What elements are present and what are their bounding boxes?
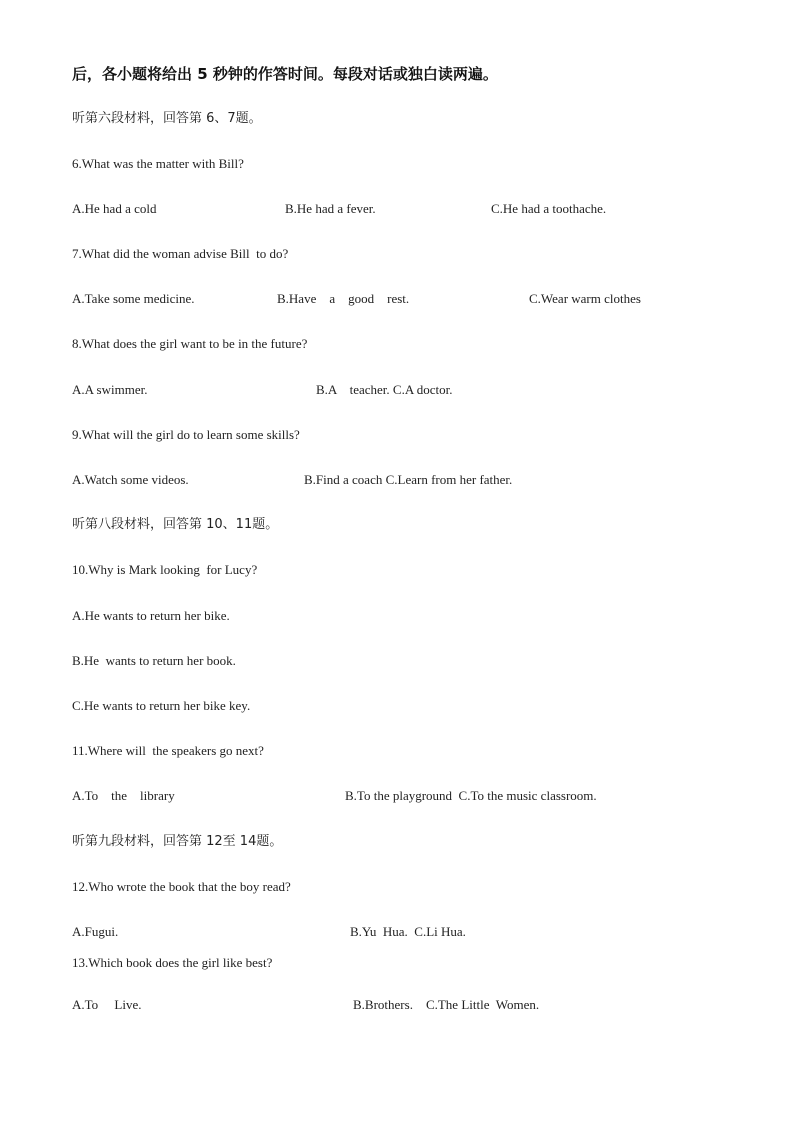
- question-7: 7.What did the woman advise Bill to do?: [72, 246, 289, 261]
- q8-option-a: A.A swimmer.: [72, 382, 148, 397]
- question-13: 13.Which book does the girl like best?: [72, 955, 273, 970]
- page-heading: 后，各小题将给出 5 秒钟的作答时间。每段对话或独白读两遍。: [72, 65, 498, 83]
- q13-option-a: A.To Live.: [72, 997, 142, 1012]
- q6-option-b: B.He had a fever.: [285, 201, 376, 216]
- q13-option-bc: B.Brothers. C.The Little Women.: [353, 997, 540, 1012]
- q7-option-b: B.Have a good rest.: [277, 291, 410, 306]
- q11-option-a: A.To the library: [72, 788, 175, 803]
- q7-option-a: A.Take some medicine.: [72, 291, 195, 306]
- section-6-instruction: 听第六段材料，回答第 6、7题。: [72, 111, 262, 126]
- question-9: 9.What will the girl do to learn some skills?: [72, 427, 300, 442]
- question-12: 12.Who wrote the book that the boy read?: [72, 879, 291, 894]
- section-9-instruction: 听第九段材料，回答第 12至 14题。: [72, 834, 283, 849]
- question-8: 8.What does the girl want to be in the future?: [72, 336, 308, 351]
- q10-option-a: A.He wants to return her bike.: [72, 608, 230, 623]
- q12-option-a: A.Fugui.: [72, 924, 119, 939]
- q7-option-c: C.Wear warm clothes: [529, 291, 641, 306]
- q11-option-bc: B.To the playground C.To the music classroom.: [345, 788, 597, 803]
- question-6: 6.What was the matter with Bill?: [72, 156, 244, 171]
- q10-option-c: C.He wants to return her bike key.: [72, 698, 251, 713]
- q9-option-a: A.Watch some videos.: [72, 472, 189, 487]
- q8-option-bc: B.A teacher. C.A doctor.: [316, 382, 453, 397]
- question-11: 11.Where will the speakers go next?: [72, 743, 264, 758]
- q9-option-bc: B.Find a coach C.Learn from her father.: [304, 472, 513, 487]
- q6-option-c: C.He had a toothache.: [491, 201, 607, 216]
- q6-option-a: A.He had a cold: [72, 201, 157, 216]
- q10-option-b: B.He wants to return her book.: [72, 653, 236, 668]
- q12-option-bc: B.Yu Hua. C.Li Hua.: [350, 924, 466, 939]
- question-10: 10.Why is Mark looking for Lucy?: [72, 562, 258, 577]
- section-8-instruction: 听第八段材料，回答第 10、11题。: [72, 517, 279, 532]
